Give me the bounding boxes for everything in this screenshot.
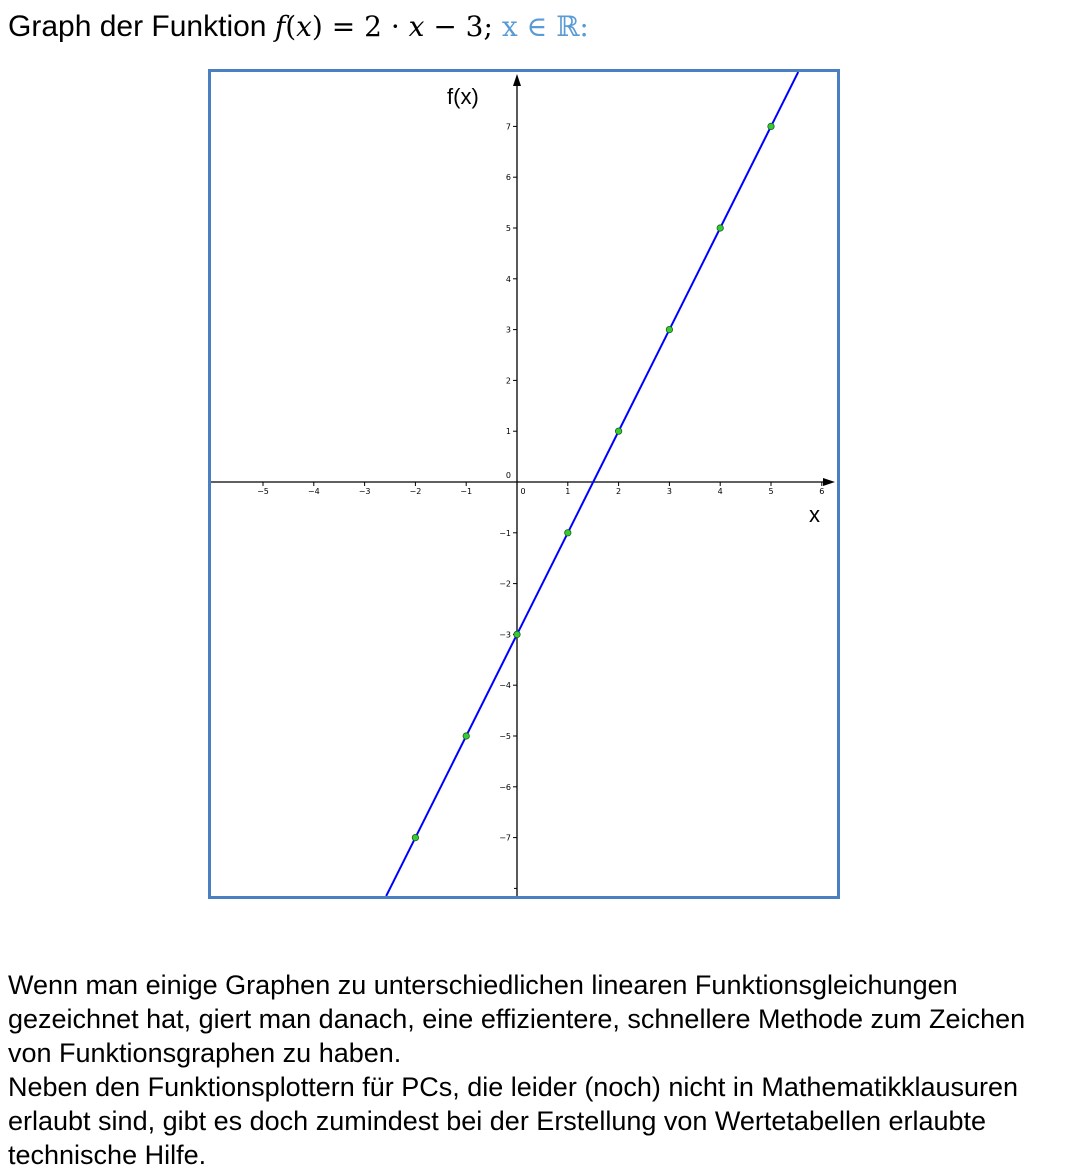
data-point — [565, 530, 571, 536]
y-tick-label: 6 — [505, 173, 511, 183]
y-ticks — [499, 122, 517, 888]
x-tick-label: −1 — [460, 487, 473, 496]
x-tick-label: 3 — [666, 487, 672, 496]
x-tick-label: −3 — [358, 487, 371, 496]
line-layer — [386, 72, 798, 896]
axes — [211, 74, 835, 896]
function-line — [386, 72, 798, 896]
y-tick-label: −6 — [499, 782, 511, 792]
x-tick-label: 1 — [565, 487, 571, 496]
data-point — [717, 225, 723, 231]
function-graph — [211, 72, 837, 896]
y-tick-label: 3 — [505, 325, 511, 335]
paragraph-1: Wenn man einige Graphen zu unterschiedlichen linearen Funktionsgleichungen gezeichnet hat, giert man danach, eine effizientere, schnellere Methode zum Zeichen von Funktionsgraphen zu haben. — [8, 970, 1026, 1068]
data-point — [412, 834, 418, 840]
y-tick-label: −2 — [499, 579, 511, 589]
y-tick-label: 1 — [505, 427, 511, 437]
x-tick-label: 4 — [717, 487, 723, 496]
y-tick-label: 4 — [505, 274, 511, 284]
title-prefix: Graph der Funktion — [8, 10, 275, 43]
y-tick-label: 7 — [505, 122, 511, 132]
paragraph-2: Neben den Funktionsplottern für PCs, die leider (noch) nicht in Mathematikklausuren erlaubt sind, gibt es doch zumindest bei der Erstellung von Wertetabellen erlaubte technische Hilfe. — [8, 1072, 1019, 1170]
y-axis-arrow — [513, 74, 521, 86]
page-title — [8, 10, 589, 44]
data-point — [666, 326, 672, 332]
x-tick-label: 5 — [768, 487, 774, 496]
domain-statement: x ∈ ℝ: — [501, 10, 589, 43]
y-axis-label: f(x) — [447, 84, 479, 109]
y-tick-label: 2 — [505, 376, 511, 386]
y-tick-label: −4 — [499, 681, 511, 691]
data-point — [463, 733, 469, 739]
x-tick-label: −4 — [307, 487, 320, 496]
data-point — [615, 428, 621, 434]
body-text — [8, 968, 1058, 1172]
formula: f(x) = 2 · x − 3; — [274, 10, 502, 43]
data-point — [514, 631, 520, 637]
x-ticks — [257, 482, 824, 496]
y-tick-label: −1 — [499, 528, 511, 538]
y-tick-label: −3 — [499, 630, 511, 640]
y-tick-label: −5 — [499, 732, 511, 741]
x-tick-label: 6 — [819, 487, 825, 496]
x-tick-label: −2 — [409, 487, 422, 496]
graph-frame — [208, 69, 840, 899]
x-axis-label: x — [809, 502, 820, 527]
data-point — [768, 123, 774, 129]
x-tick-label: −5 — [257, 487, 269, 496]
x-tick-label: 2 — [616, 487, 622, 496]
y-tick-label: −7 — [499, 833, 511, 843]
y-tick-label: 0 — [505, 471, 511, 480]
x-axis-arrow — [823, 478, 835, 486]
x-tick-label: 0 — [520, 487, 526, 496]
y-tick-label: 5 — [505, 224, 511, 233]
